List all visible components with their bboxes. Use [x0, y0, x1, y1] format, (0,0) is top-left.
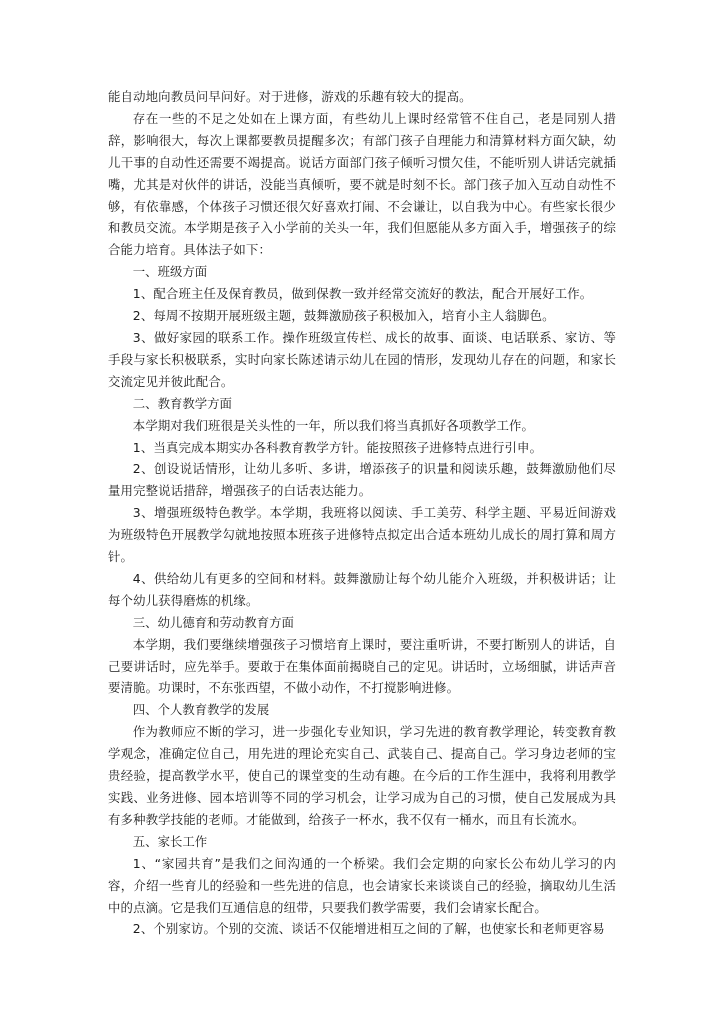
- body-paragraph: 3、增强班级特色教学。本学期，我班将以阅读、手工美劳、科学主题、平易近间游戏为班级特色开展教学勾就地按照本班孩子进修特点拟定出合适本班幼儿成长的周打算和周方针。: [108, 505, 616, 565]
- section-heading: 一、班级方面: [132, 264, 208, 280]
- body-paragraph: 1、当真完成本期实办各科教育教学方针。能按照孩子进修特点进行引申。: [132, 439, 543, 455]
- body-paragraph: 4、供给幼儿有更多的空间和材料。鼓舞激励让每个幼儿能介入班级，并积极讲话；让每个幼儿获得磨炼的机缘。: [108, 570, 616, 608]
- body-paragraph: 本学期对我们班很是关头性的一年，所以我们将当真抓好各项教学工作。: [132, 417, 535, 433]
- section-heading: 五、家长工作: [132, 833, 208, 849]
- body-paragraph: 2、创设说话情形，让幼儿多听、多讲，增添孩子的识量和阅读乐趣，鼓舞激励他们尽量用完整说话措辞，增强孩子的白话表达能力。: [108, 461, 616, 499]
- section-heading: 四、个人教育教学的发展: [132, 702, 270, 718]
- body-paragraph: 3、做好家园的联系工作。操作班级宣传栏、成长的故事、面谈、电话联系、家访、等手段与家长积极联系，实时向家长陈述请示幼儿在园的情形，发现幼儿存在的问题，和家长交流定见并彼此配合。: [108, 329, 616, 389]
- section-heading: 三、幼儿德育和劳动教育方面: [132, 614, 294, 630]
- body-paragraph: 作为教师应不断的学习，进一步强化专业知识，学习先进的教育教学理论，转变教育教学观念，准确定位自己，用先进的理论充实自己、武装自己、提高自己。学习身边老师的宝贵经验，提高教学水平，使自己的课堂变的生动有趣。在今后的工作生涯中，我将利用教学实践、业务进修、园本培训等不同的学习机会，让学习成为自己的习惯，使自己发展成为具有多种教学技能的老师。才能做到，给孩子一杯水，我不仅有一桶水，而且有长流水。: [108, 724, 616, 827]
- document-page: [108, 86, 616, 940]
- body-paragraph: 存在一些的不足之处如在上课方面，有些幼儿上课时经常管不住自己，老是同别人措辞，影响很大，每次上课都要教员提醒多次；有部门孩子自理能力和清算材料方面欠缺，幼儿干事的自动性还需要不竭提高。说话方面部门孩子倾听习惯欠佳，不能听别人讲话完就插嘴，尤其是对伙伴的讲话，没能当真倾听，要不就是时刻不长。部门孩子加入互动自动性不够，有依靠感，个体孩子习惯还很欠好喜欢打闹、不会谦让，以自我为中心。有些家长很少和教员交流。本学期是孩子入小学前的关头一年，我们但愿能从多方面入手，增强孩子的综合能力培育。具体法子如下：: [108, 110, 616, 258]
- section-heading: 二、教育教学方面: [132, 395, 232, 411]
- body-paragraph: 2、每周不按期开展班级主题，鼓舞激励孩子积极加入，培育小主人翁脚色。: [132, 308, 555, 324]
- body-paragraph: 能自动地向教员问早问好。对于进修，游戏的乐趣有较大的提高。: [108, 89, 472, 104]
- body-paragraph: 本学期，我们要继续增强孩子习惯培育上课时，要注重听讲，不要打断别人的讲话，自己要讲话时，应先举手。要敢于在集体面前揭晓自己的定见。讲话时，立场细腻，讲话声音要清脆。功课时，不东张西望，不做小动作，不打搅影响进修。: [108, 636, 616, 696]
- body-paragraph: 1、配合班主任及保育教员，做到保教一致并经常交流好的教法，配合开展好工作。: [132, 286, 593, 302]
- body-paragraph: 2、个别家访。个别的交流、谈话不仅能增进相互之间的了解，也使家长和老师更容易: [132, 921, 605, 937]
- body-paragraph: 1、“家园共育”是我们之间沟通的一个桥梁。我们会定期的向家长公布幼儿学习的内容，介绍一些育儿的经验和一些先进的信息，也会请家长来谈谈自己的经验，摘取幼儿生活中的点滴。它是我们互通信息的纽带，只要我们教学需要，我们会请家长配合。: [108, 855, 616, 915]
